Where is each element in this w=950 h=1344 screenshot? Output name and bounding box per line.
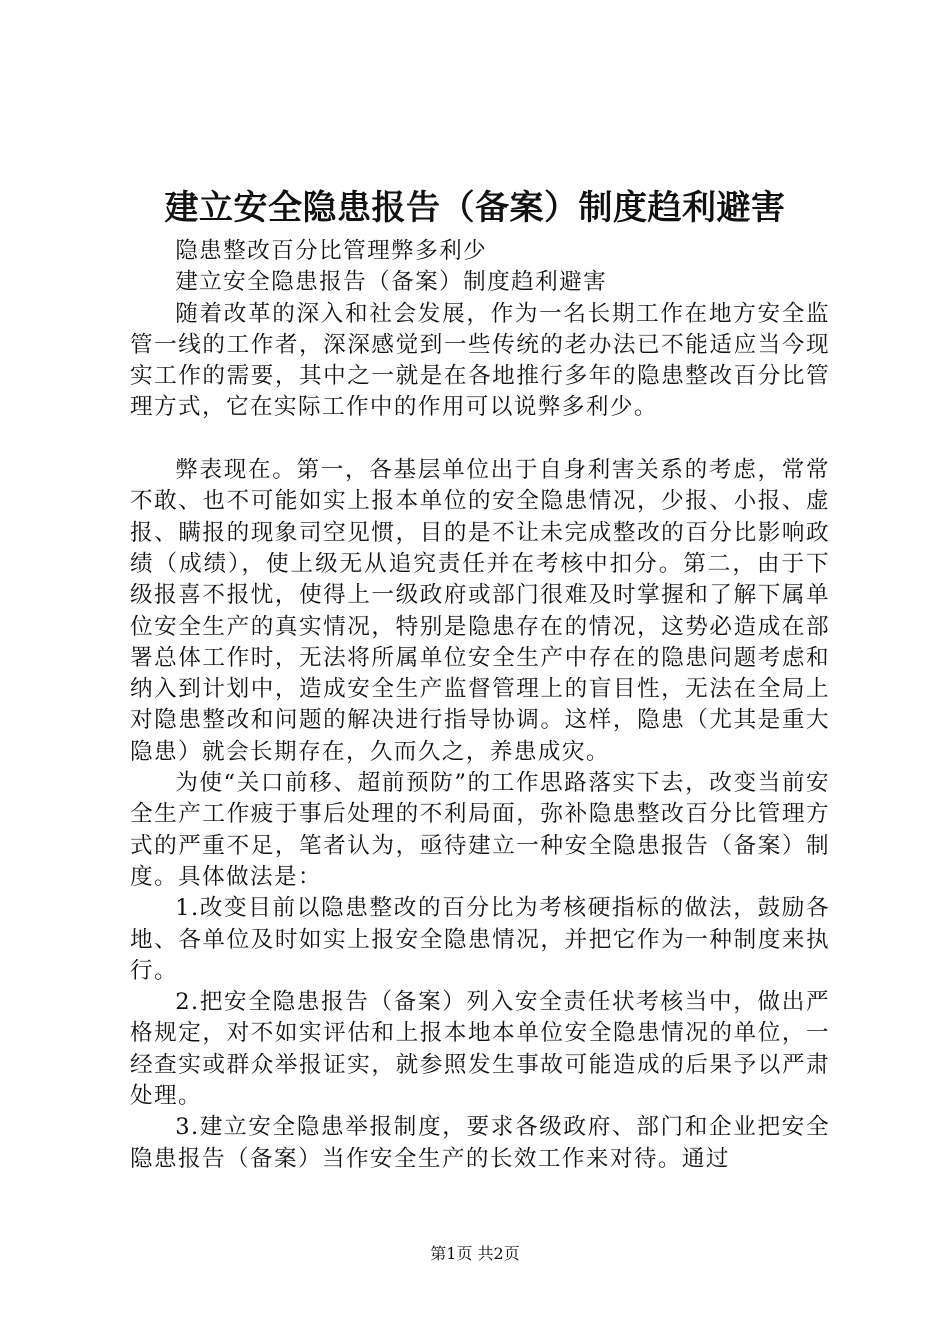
proposal-paragraph: 为使“关口前移、超前预防”的工作思路落实下去，改变当前安全生产工作疲于事后处理的不利局面，弥补隐患整改百分比管理方式的严重不足，笔者认为，亟待建立一种安全隐患报告（备案）制度。具体做法是： [130,770,830,890]
drawbacks-paragraph: 弊表现在。第一，各基层单位出于自身利害关系的考虑，常常不敢、也不可能如实上报本单位的安全隐患情况，少报、小报、虚报、瞒报的现象司空见惯，目的是不让未完成整改的百分比影响政绩（成绩），使上级无从追究责任并在考核中扣分。第二，由于下级报喜不报忧，使得上一级政府或部门很难及时掌握和了解下属单位安全生产的真实情况，特别是隐患存在的情况，这势必造成在部署总体工作时，无法将所属单位安全生产中存在的隐患问题考虑和纳入到计划中，造成安全生产监督管理上的盲目性，无法在全局上对隐患整改和问题的解决进行指导协调。这样，隐患（尤其是重大隐患）就会长期存在，久而久之，养患成灾。 [130,457,830,765]
intro-paragraph: 随着改革的深入和社会发展，作为一名长期工作在地方安全监管一线的工作者，深深感觉到一些传统的老办法已不能适应当今现实工作的需要，其中之一就是在各地推行多年的隐患整改百分比管理方式，它在实际工作中的作用可以说弊多利少。 [130,300,830,421]
document-body [130,236,830,1175]
measure-2-paragraph: 2.把安全隐患报告（备案）列入安全责任状考核当中，做出严格规定，对不如实评估和上报本地本单位安全隐患情况的单位，一经查实或群众举报证实，就参照发生事故可能造成的后果予以严肃处理。 [130,989,830,1110]
document-title: 建立安全隐患报告（备案）制度趋利避害 [164,188,786,228]
measure-3-paragraph: 3.建立安全隐患举报制度，要求各级政府、部门和企业把安全隐患报告（备案）当作安全生产的长效工作来对待。通过 [130,1114,830,1172]
measure-1-paragraph: 1.改变目前以隐患整改的百分比为考核硬指标的做法，鼓励各地、各单位及时如实上报安全隐患情况，并把它作为一种制度来执行。 [130,895,830,984]
subtitle-paragraph: 建立安全隐患报告（备案）制度趋利避害 [175,269,608,296]
page-number-footer: 第1页 共2页 [430,1244,520,1263]
subheading-paragraph: 隐患整改百分比管理弊多利少 [175,238,488,264]
